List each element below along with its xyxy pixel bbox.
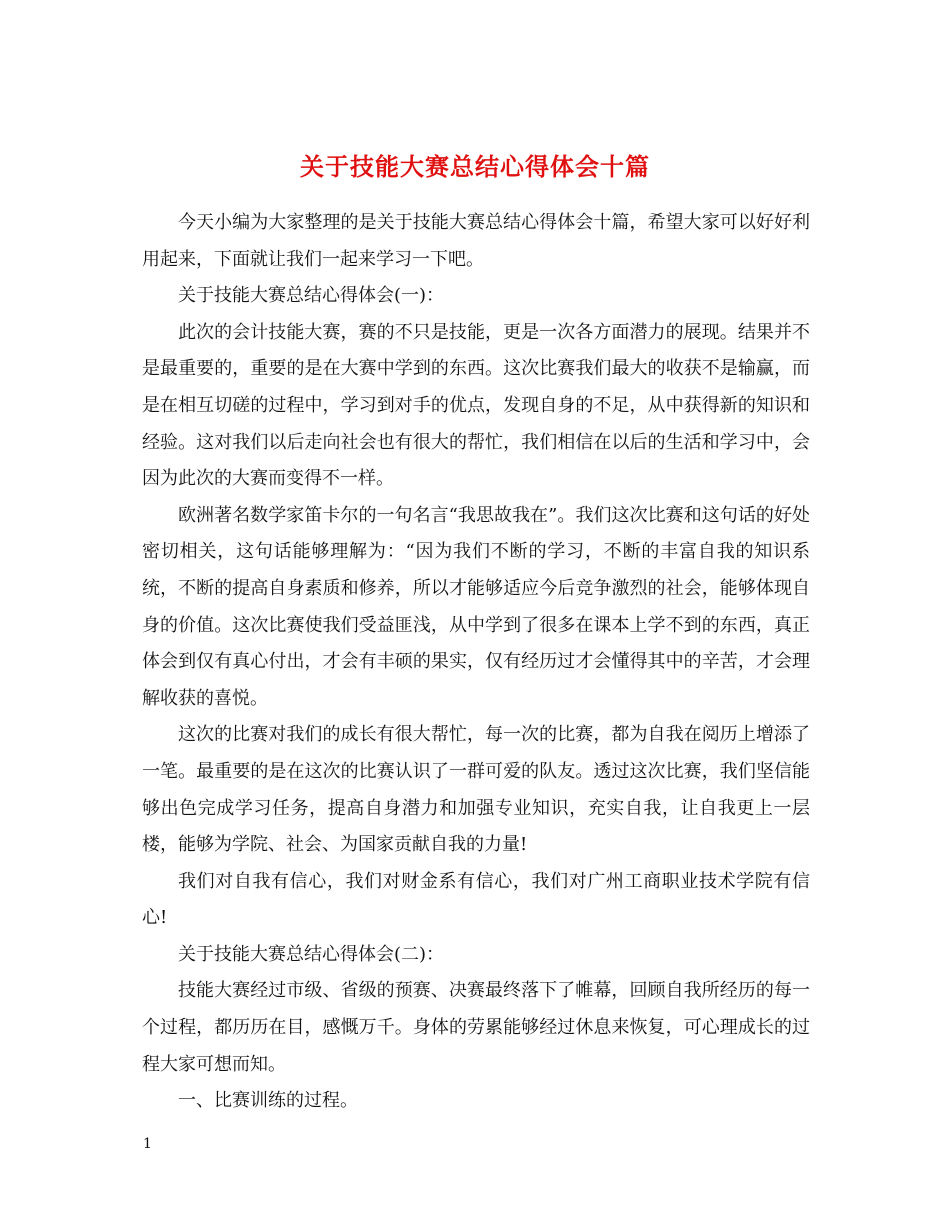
page-number: 1 (143, 1136, 152, 1152)
document-body (142, 205, 810, 1120)
paragraph-intro: 今天小编为大家整理的是关于技能大赛总结心得体会十篇，希望大家可以好好利用起来，下面就让我们一起来学习一下吧。 (142, 212, 810, 270)
paragraph: 欧洲著名数学家笛卡尔的一句名言“我思故我在”。我们这次比赛和这句话的好处密切相关，这句话能够理解为：“因为我们不断的学习，不断的丰富自我的知识系统，不断的提高自身素质和修养，所以才能够适应今后竞争激烈的社会，能够体现自身的价值。这次比赛使我们受益匪浅，从中学到了很多在课本上学不到的东西，真正体会到仅有真心付出，才会有丰硕的果实，仅有经历过才会懂得其中的辛苦，才会理解收获的喜悦。 (142, 504, 810, 709)
section-heading-2: 关于技能大赛总结心得体会(二)： (178, 943, 445, 965)
paragraph: 此次的会计技能大赛，赛的不只是技能，更是一次各方面潜力的展现。结果并不是最重要的，重要的是在大赛中学到的东西。这次比赛我们最大的收获不是输赢，而是在相互切磋的过程中，学习到对手的优点，发现自身的不足，从中获得新的知识和经验。这对我们以后走向社会也有很大的帮忙，我们相信在以后的生活和学习中，会因为此次的大赛而变得不一样。 (142, 321, 810, 490)
paragraph: 技能大赛经过市级、省级的预赛、决赛最终落下了帷幕，回顾自我所经历的每一个过程，都历历在目，感慨万千。身体的劳累能够经过休息来恢复，可心理成长的过程大家可想而知。 (142, 980, 810, 1075)
paragraph: 我们对自我有信心，我们对财金系有信心，我们对广州工商职业技术学院有信心! (142, 870, 810, 929)
document-title: 关于技能大赛总结心得体会十篇 (300, 152, 650, 182)
section-heading-1: 关于技能大赛总结心得体会(一)： (178, 285, 445, 307)
paragraph: 一、比赛训练的过程。 (178, 1090, 358, 1112)
paragraph: 这次的比赛对我们的成长有很大帮忙，每一次的比赛，都为自我在阅历上增添了一笔。最重要的是在这次的比赛认识了一群可爱的队友。透过这次比赛，我们坚信能够出色完成学习任务，提高自身潜力和加强专业知识，充实自我，让自我更上一层楼，能够为学院、社会、为国家贡献自我的力量! (142, 724, 810, 856)
